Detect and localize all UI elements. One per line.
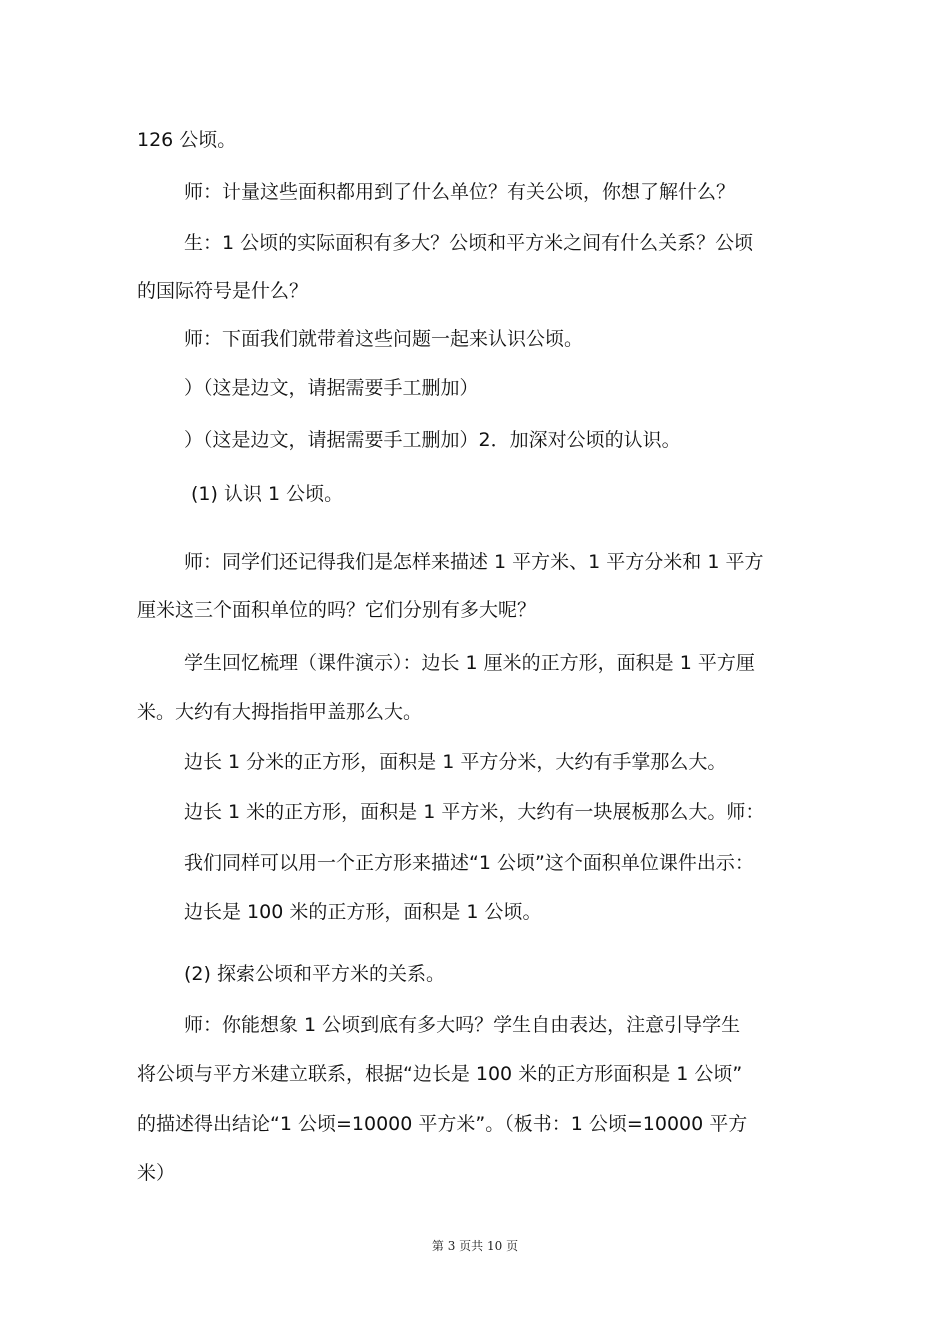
- text-line-6: ）（这是边文，请据需要手工删加）: [184, 377, 479, 399]
- text-line-5: 师：下面我们就带着这些问题一起来认识公顷。: [184, 328, 584, 350]
- text-line-19: 将公顷与平方米建立联系，根据“边长是 100 米的正方形面积是 1 公顷”: [137, 1063, 743, 1085]
- text-line-4: 的国际符号是什么？: [137, 280, 309, 302]
- text-line-17: (2) 探索公顷和平方米的关系。: [184, 963, 445, 985]
- text-line-12: 米。大约有大拇指指甲盖那么大。: [137, 701, 423, 723]
- text-line-2: 师：计量这些面积都用到了什么单位？有关公顷，你想了解什么？: [184, 181, 736, 203]
- text-line-13: 边长 1 分米的正方形，面积是 1 平方分米，大约有手掌那么大。: [184, 751, 727, 773]
- text-line-1: 126 公顷。: [137, 129, 237, 151]
- text-line-8: (1) 认识 1 公顷。: [191, 483, 344, 505]
- text-line-20: 的描述得出结论“1 公顷=10000 平方米”。（板书：1 公顷=10000 平方: [137, 1113, 748, 1135]
- text-line-15: 我们同样可以用一个正方形来描述“1 公顷”这个面积单位课件出示：: [184, 852, 754, 874]
- page-number: 第 3 页共 10 页: [431, 1239, 519, 1253]
- text-line-9: 师：同学们还记得我们是怎样来描述 1 平方米、1 平方分米和 1 平方: [184, 551, 764, 573]
- text-line-14: 边长 1 米的正方形，面积是 1 平方米，大约有一块展板那么大。师：: [184, 801, 765, 823]
- text-line-10: 厘米这三个面积单位的吗？它们分别有多大呢？: [137, 599, 537, 621]
- text-line-18: 师：你能想象 1 公顷到底有多大吗？学生自由表达，注意引导学生: [184, 1014, 741, 1036]
- text-line-7: ）（这是边文，请据需要手工删加）2．加深对公顷的认识。: [184, 429, 681, 451]
- text-line-3: 生：1 公顷的实际面积有多大？公顷和平方米之间有什么关系？公顷: [184, 232, 754, 254]
- text-line-16: 边长是 100 米的正方形，面积是 1 公顷。: [184, 901, 542, 923]
- text-line-11: 学生回忆梳理（课件演示）：边长 1 厘米的正方形，面积是 1 平方厘: [184, 652, 755, 674]
- text-line-21: 米）: [137, 1162, 176, 1184]
